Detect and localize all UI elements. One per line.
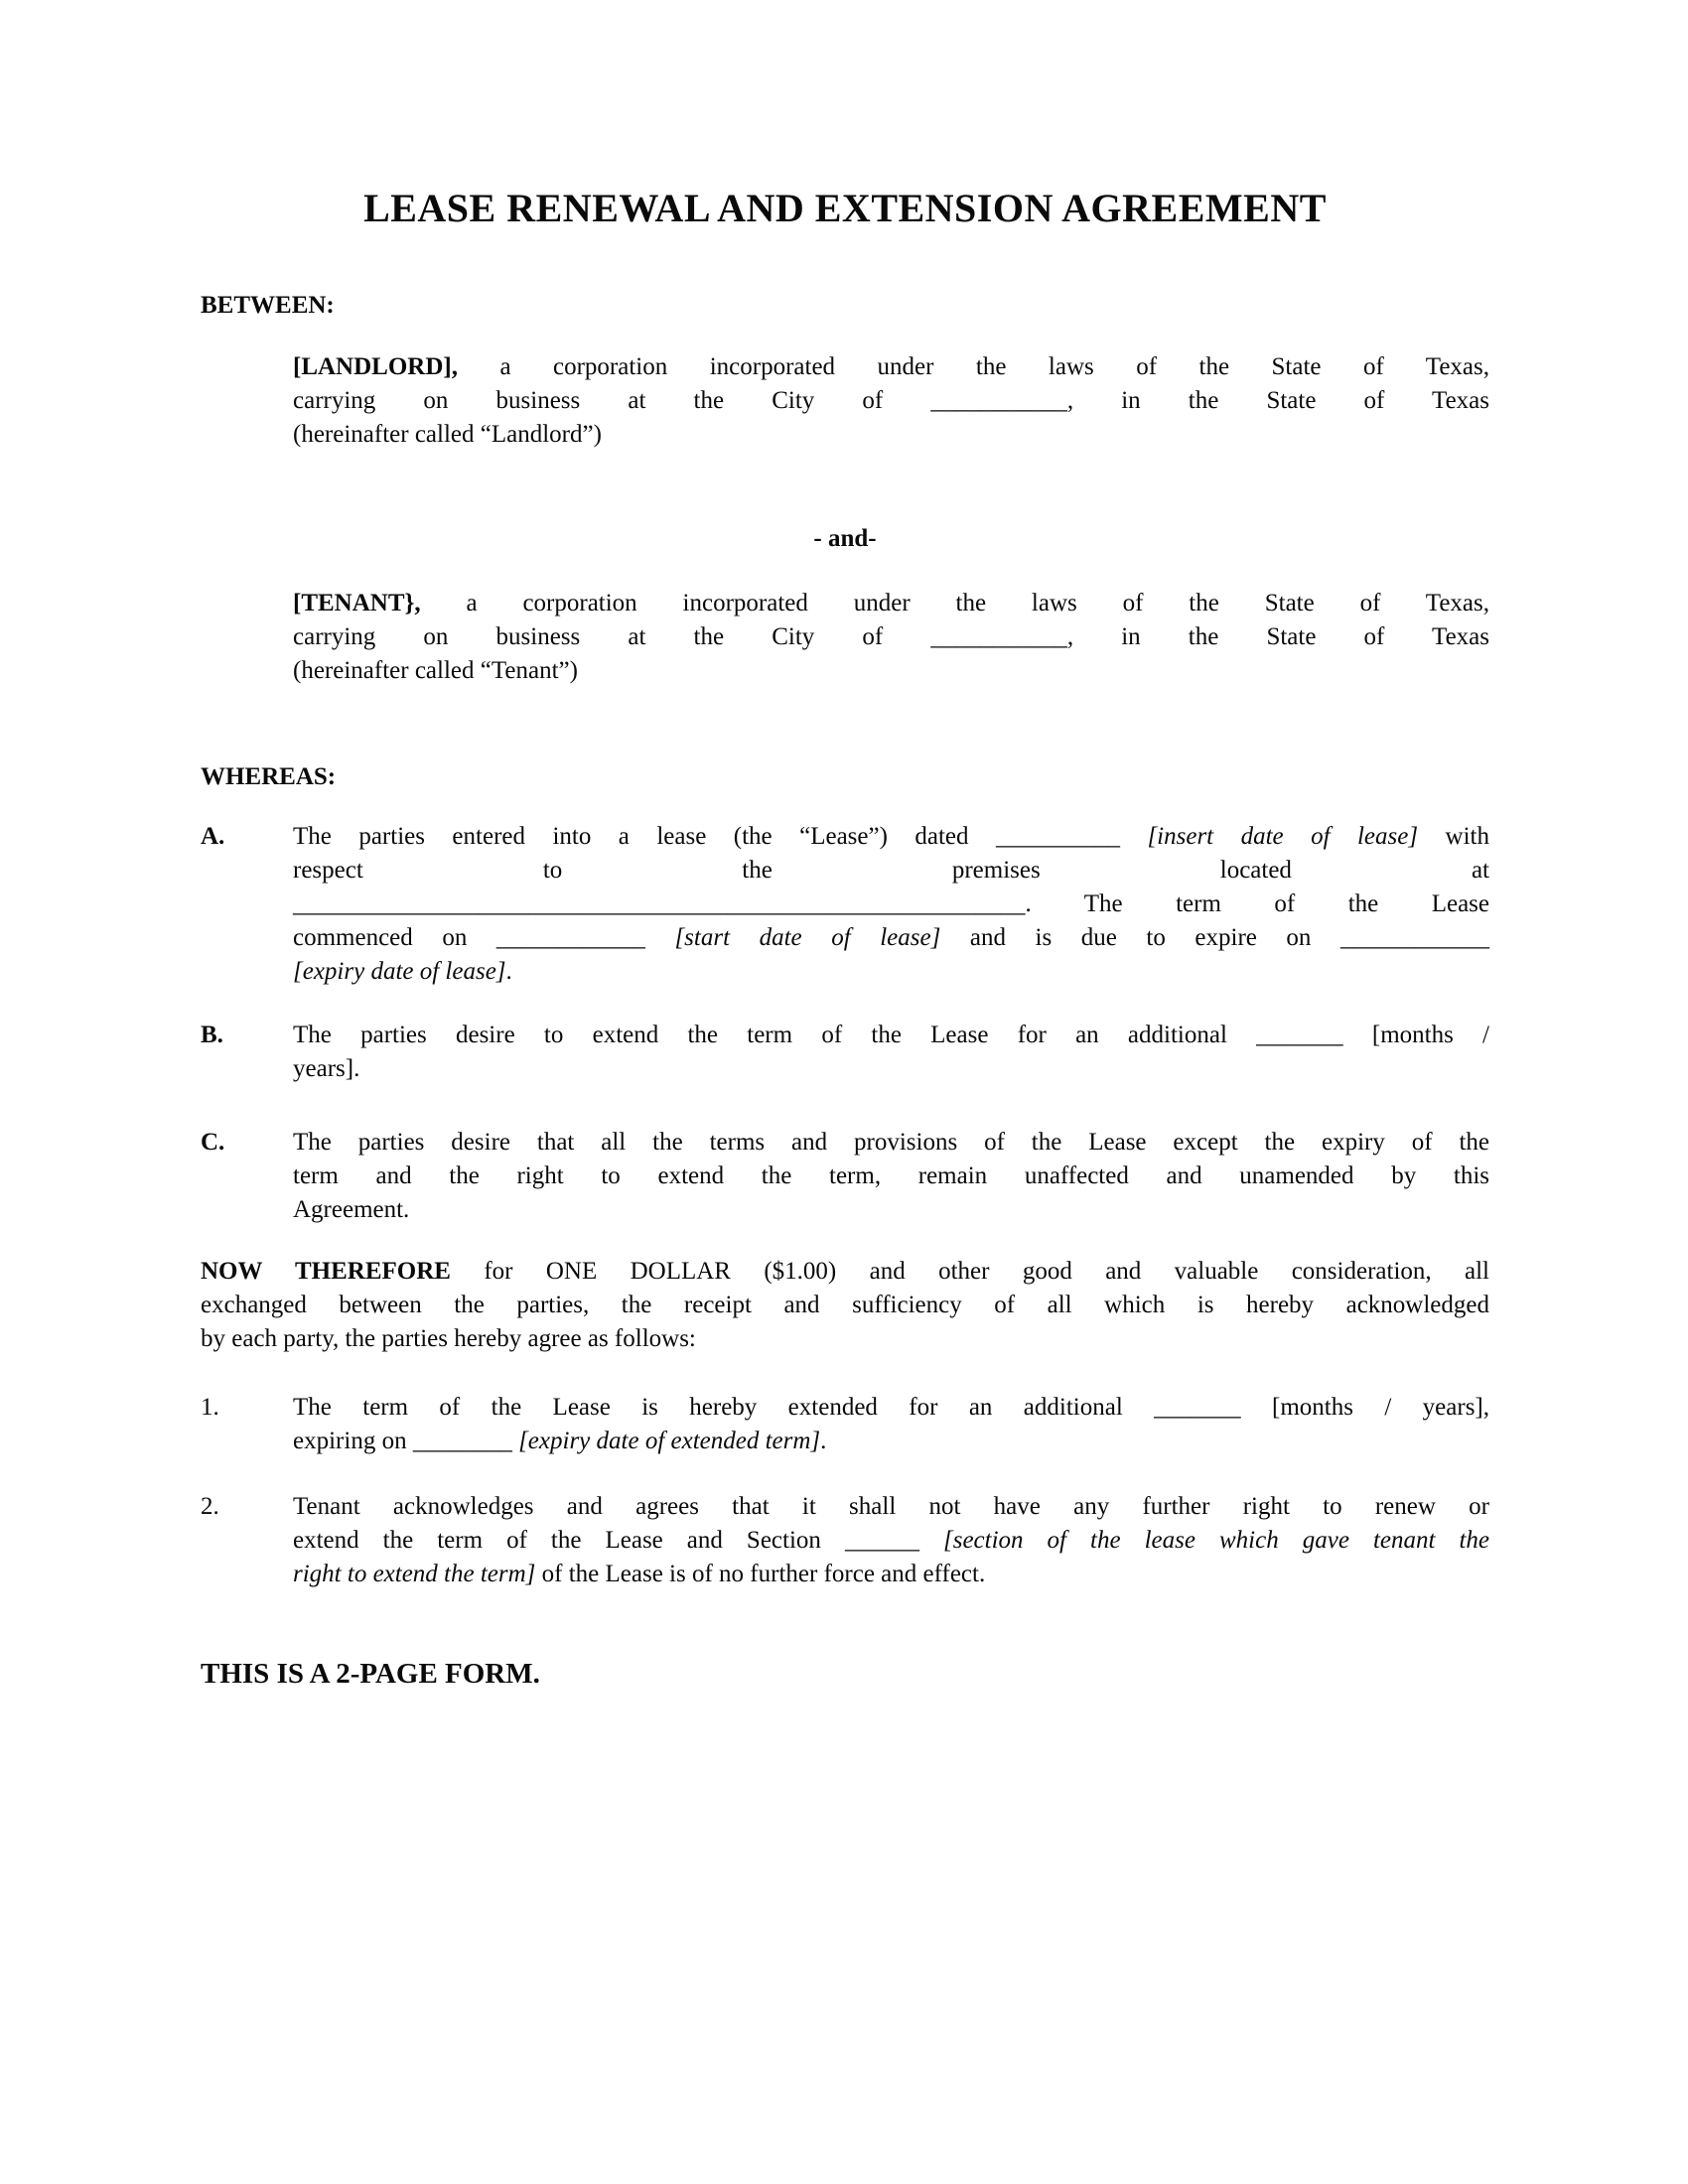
text-segment: carrying on business at the City of ___________, in the State of Texas	[293, 387, 1489, 414]
clause-1-text	[293, 1391, 1489, 1458]
clause-2	[201, 1490, 1489, 1591]
text-line	[293, 620, 1489, 654]
recital-a-label: A.	[201, 823, 225, 850]
text-segment: NOW THEREFORE	[201, 1258, 451, 1285]
text-line	[293, 820, 1489, 854]
text-segment: Tenant acknowledges and agrees that it shall not have any further right to renew or	[293, 1493, 1489, 1520]
text-line	[201, 1255, 1489, 1289]
recital-c	[201, 1126, 1489, 1227]
text-line	[293, 1126, 1489, 1160]
text-line	[293, 854, 1489, 887]
text-segment: The parties desire to extend the term of the Lease for an additional _______ [months /	[293, 1022, 1489, 1048]
recital-a-text	[293, 820, 1489, 989]
text-line	[293, 1019, 1489, 1052]
document-title: LEASE RENEWAL AND EXTENSION AGREEMENT	[363, 186, 1327, 230]
text-line	[293, 1160, 1489, 1193]
placeholder-text: [expiry date of extended term]	[518, 1428, 821, 1454]
text-segment: ___________________________________________________________. The term of the Lease	[293, 890, 1489, 917]
recital-a	[201, 820, 1489, 989]
text-line	[293, 587, 1489, 620]
text-segment: by each party, the parties hereby agree as follows:	[201, 1325, 696, 1352]
text-segment: [LANDLORD],	[293, 353, 458, 380]
text-line	[293, 1490, 1489, 1524]
text-line	[293, 384, 1489, 418]
whereas-heading: WHEREAS:	[201, 763, 337, 790]
text-line	[201, 1322, 1489, 1356]
text-segment: exchanged between the parties, the receipt and sufficiency of all which is hereby acknowledged	[201, 1292, 1489, 1318]
recital-b-label: B.	[201, 1022, 223, 1048]
tenant-paragraph	[293, 587, 1489, 688]
text-line	[201, 1289, 1489, 1322]
placeholder-text: [expiry date of lease]	[293, 958, 506, 985]
text-segment: The parties entered into a lease (the “Lease”) dated __________	[293, 823, 1148, 850]
text-line	[293, 1391, 1489, 1425]
text-segment: (hereinafter called “Tenant”)	[293, 657, 578, 684]
clause-2-number: 2.	[201, 1493, 219, 1520]
text-segment: commenced on ____________	[293, 924, 675, 951]
landlord-paragraph	[293, 350, 1489, 452]
text-line	[293, 887, 1489, 921]
text-segment: carrying on business at the City of ___________, in the State of Texas	[293, 623, 1489, 650]
text-segment: respect to the premises located at	[293, 857, 1489, 884]
text-segment: Agreement.	[293, 1196, 410, 1223]
clause-1	[201, 1391, 1489, 1458]
text-line	[293, 418, 1489, 452]
text-segment: .	[505, 958, 512, 985]
placeholder-text: [start date of lease]	[674, 924, 941, 951]
recital-b-text	[293, 1019, 1489, 1086]
text-line	[293, 654, 1489, 688]
recital-b	[201, 1019, 1489, 1086]
text-segment: a corporation incorporated under the laws of the State of Texas,	[420, 590, 1489, 616]
text-line	[293, 1052, 1489, 1086]
text-segment: with	[1418, 823, 1490, 850]
text-segment: The parties desire that all the terms and provisions of the Lease except the expiry of the	[293, 1129, 1489, 1156]
text-line	[293, 921, 1489, 955]
clause-1-number: 1.	[201, 1394, 219, 1421]
placeholder-text: right to extend the term]	[293, 1561, 536, 1587]
recital-c-label: C.	[201, 1129, 225, 1156]
text-line	[293, 1425, 1489, 1458]
text-segment: and is due to expire on ____________	[940, 924, 1489, 951]
between-heading: BETWEEN:	[201, 292, 335, 319]
text-line	[293, 350, 1489, 384]
text-line	[293, 1193, 1489, 1227]
placeholder-text: [section of the lease which gave tenant the	[942, 1527, 1490, 1554]
text-segment: extend the term of the Lease and Section ______	[293, 1527, 943, 1554]
text-segment: expiring on ________	[293, 1428, 519, 1454]
recital-c-text	[293, 1126, 1489, 1227]
text-segment: term and the right to extend the term, remain unaffected and unamended by this	[293, 1162, 1489, 1189]
text-segment: .	[820, 1428, 827, 1454]
text-segment: of the Lease is of no further force and effect.	[535, 1561, 986, 1587]
now-therefore-paragraph	[201, 1255, 1489, 1356]
and-separator: - and-	[813, 525, 877, 552]
clause-2-text	[293, 1490, 1489, 1591]
text-segment: years].	[293, 1055, 360, 1082]
text-line	[293, 1524, 1489, 1558]
placeholder-text: [insert date of lease]	[1147, 823, 1419, 850]
text-line	[293, 1558, 1489, 1591]
text-segment: (hereinafter called “Landlord”)	[293, 421, 602, 448]
text-segment: for ONE DOLLAR ($1.00) and other good and valuable consideration, all	[450, 1258, 1490, 1285]
text-line	[293, 955, 1489, 989]
text-segment: a corporation incorporated under the laws of the State of Texas,	[457, 353, 1489, 380]
page-form-note: THIS IS A 2-PAGE FORM.	[201, 1658, 540, 1690]
text-segment: The term of the Lease is hereby extended for an additional _______ [months / years],	[293, 1394, 1489, 1421]
text-segment: [TENANT},	[293, 590, 421, 616]
